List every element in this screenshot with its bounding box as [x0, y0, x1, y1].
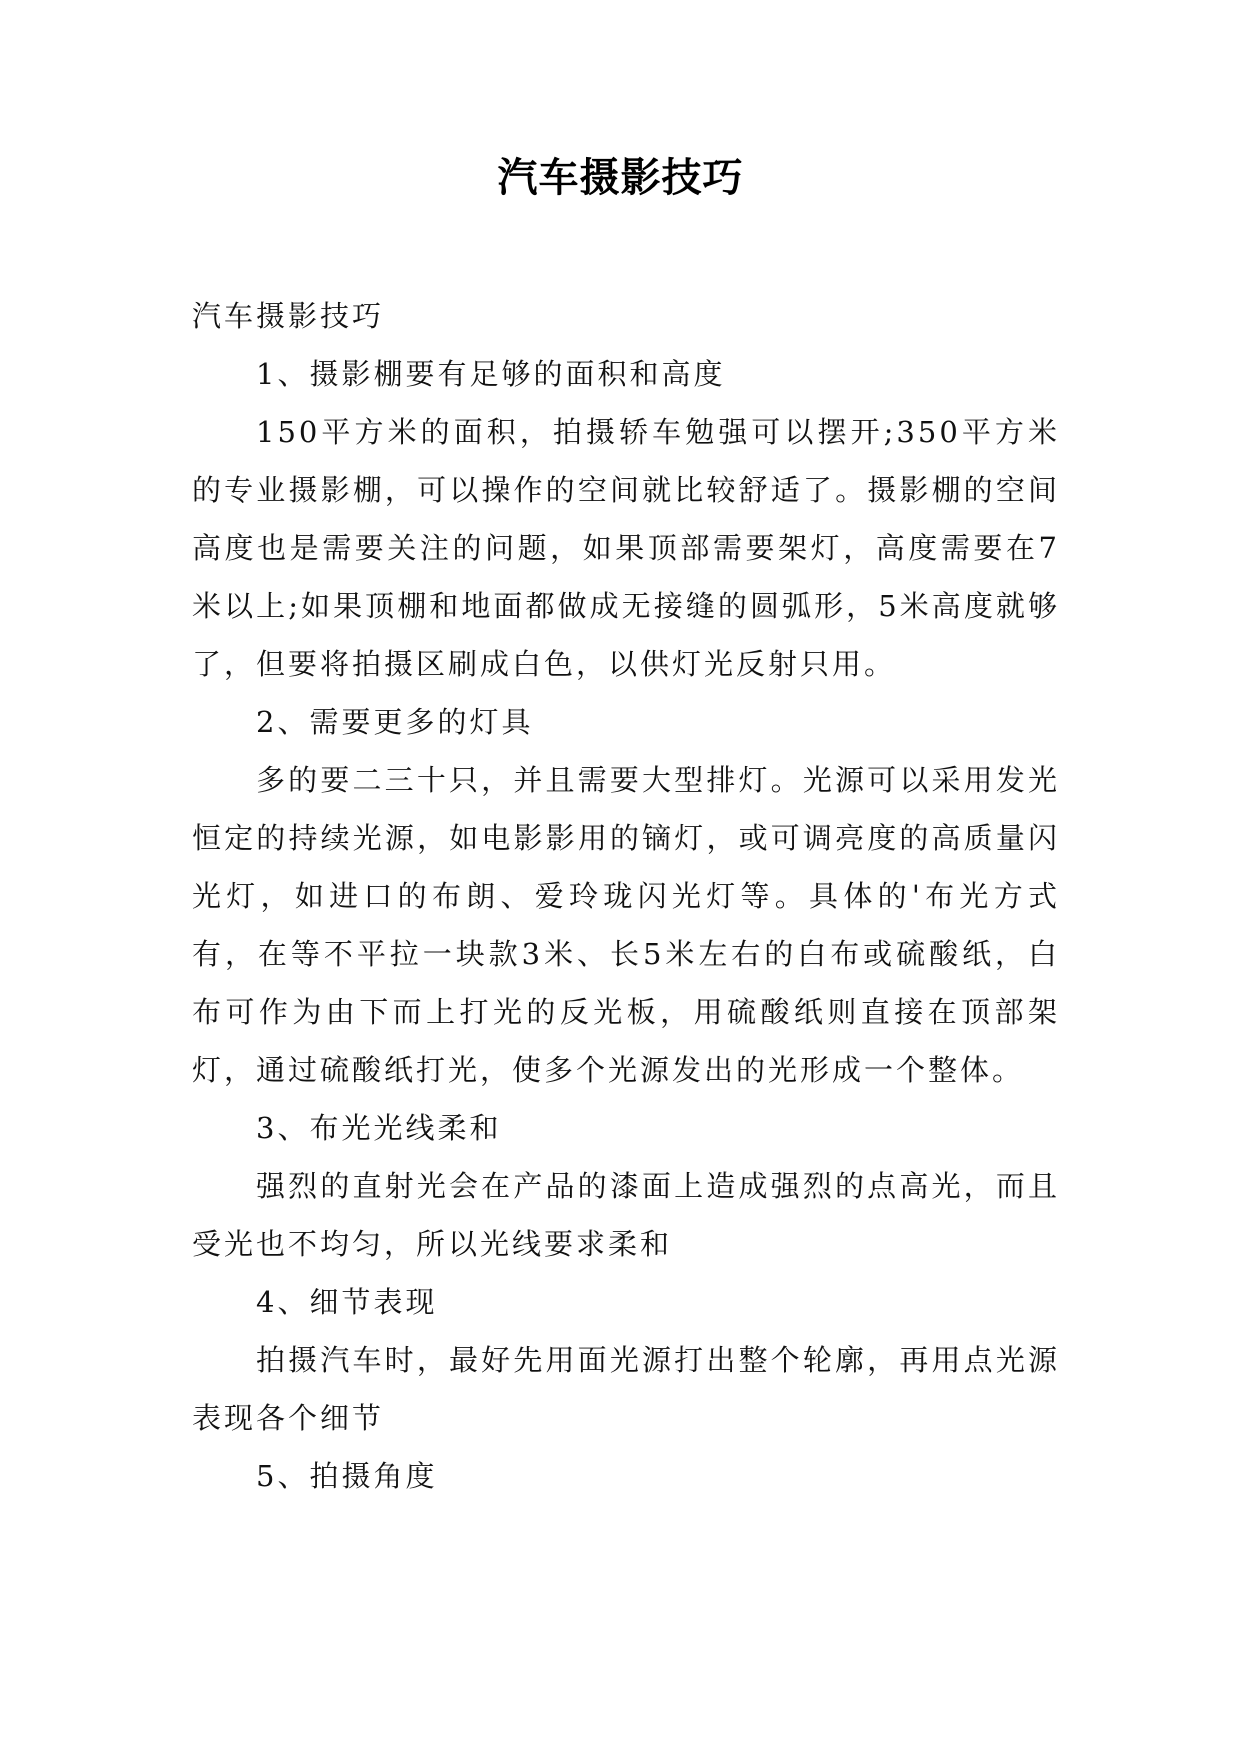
- paragraph-subtitle: 汽车摄影技巧: [192, 299, 385, 333]
- document-title: 汽车摄影技巧: [497, 154, 744, 201]
- paragraph-section-2: 多的要二三十只，并且需要大型排灯。光源可以采用发光恒定的持续光源，如电影影用的镝灯，或可调亮度的高质量闪光灯，如进口的布朗、爱玲珑闪光灯等。具体的'布光方式有，在等不平拉一块款3米、长5米左右的白布或硫酸纸，白布可作为由下而上打光的反光板，用硫酸纸则直接在顶部架灯，通过硫酸纸打光，使多个光源发出的光形成一个整体。: [192, 763, 1060, 1087]
- paragraph-section-3: 强烈的直射光会在产品的漆面上造成强烈的点高光，而且受光也不均匀，所以光线要求柔和: [192, 1169, 1060, 1261]
- heading-section-3: 3、布光光线柔和: [256, 1111, 502, 1145]
- heading-section-2: 2、需要更多的灯具: [256, 705, 534, 739]
- document-body: [192, 287, 1060, 1505]
- heading-section-1: 1、摄影棚要有足够的面积和高度: [256, 357, 726, 391]
- heading-section-5: 5、拍摄角度: [256, 1459, 438, 1493]
- heading-section-4: 4、细节表现: [256, 1285, 438, 1319]
- paragraph-section-4: 拍摄汽车时，最好先用面光源打出整个轮廓，再用点光源表现各个细节: [192, 1343, 1060, 1435]
- paragraph-section-1: 150平方米的面积，拍摄轿车勉强可以摆开;350平方米的专业摄影棚，可以操作的空间就比较舒适了。摄影棚的空间高度也是需要关注的问题，如果顶部需要架灯，高度需要在7米以上;如果顶棚和地面都做成无接缝的圆弧形，5米高度就够了，但要将拍摄区刷成白色，以供灯光反射只用。: [192, 415, 1060, 681]
